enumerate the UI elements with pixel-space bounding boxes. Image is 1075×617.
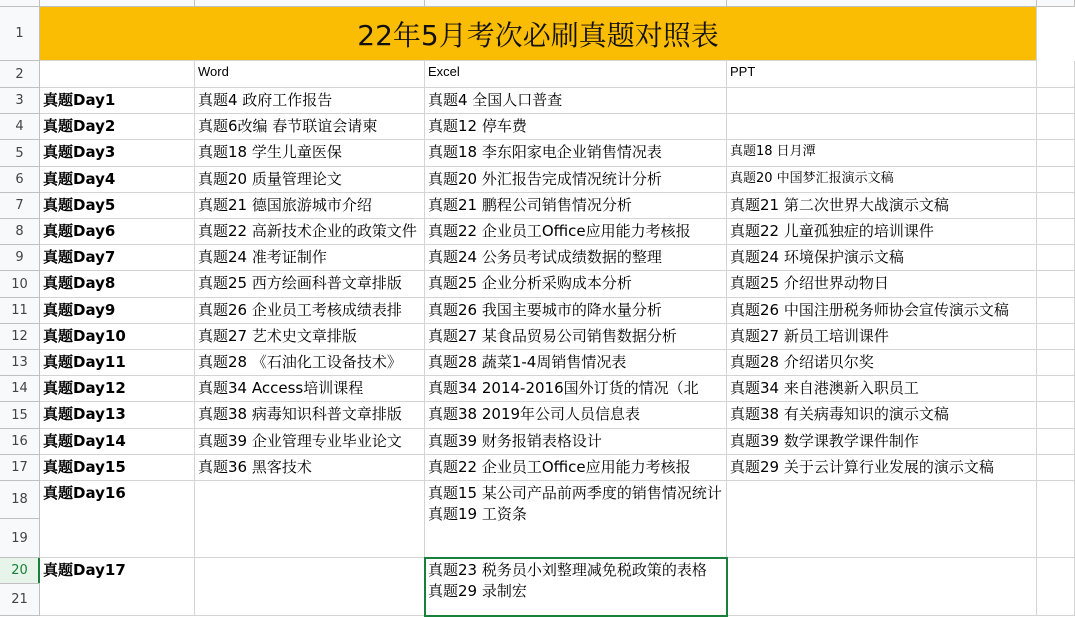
excel-task-cell[interactable]: 真题25 企业分析采购成本分析 (425, 271, 727, 298)
excel-task-line: 真题15 某公司产品前两季度的销售情况统计 (428, 484, 722, 502)
excel-task-cell[interactable]: 真题20 外汇报告完成情况统计分析 (425, 167, 727, 193)
column-header-b[interactable] (195, 0, 425, 7)
excel-task-cell[interactable] (425, 481, 727, 558)
ppt-task-cell[interactable]: 真题24 环境保护演示文稿 (727, 245, 1037, 271)
empty-cell[interactable] (1037, 219, 1075, 245)
day-label[interactable]: 真题Day10 (40, 324, 195, 350)
excel-task-cell[interactable]: 真题22 企业员工Office应用能力考核报 (425, 455, 727, 481)
ppt-task-cell[interactable]: 真题29 关于云计算行业发展的演示文稿 (727, 455, 1037, 481)
empty-cell[interactable] (1037, 455, 1075, 481)
day-label[interactable]: 真题Day3 (40, 140, 195, 167)
word-task-cell[interactable]: 真题25 西方绘画科普文章排版 (195, 271, 425, 298)
header-cell-empty[interactable] (40, 61, 195, 88)
header-ppt[interactable]: PPT (727, 61, 1037, 88)
empty-cell[interactable] (1037, 61, 1075, 88)
excel-task-line: 真题19 工资条 (428, 505, 527, 523)
empty-cell[interactable] (1037, 88, 1075, 114)
excel-task-cell[interactable]: 真题22 企业员工Office应用能力考核报 (425, 219, 727, 245)
day-label[interactable]: 真题Day11 (40, 350, 195, 376)
excel-task-line: 真题23 税务员小刘整理减免税政策的表格 (428, 561, 707, 579)
ppt-task-cell[interactable] (727, 558, 1037, 616)
day-label[interactable]: 真题Day2 (40, 114, 195, 140)
empty-cell[interactable] (1037, 429, 1075, 455)
word-task-cell[interactable]: 真题27 艺术史文章排版 (195, 324, 425, 350)
row-number-9[interactable]: 9 (0, 245, 40, 271)
empty-cell[interactable] (1037, 193, 1075, 219)
ppt-task-cell[interactable]: 真题38 有关病毒知识的演示文稿 (727, 402, 1037, 429)
ppt-task-cell[interactable]: 真题28 介绍诺贝尔奖 (727, 350, 1037, 376)
excel-task-cell[interactable]: 真题27 某食品贸易公司销售数据分析 (425, 324, 727, 350)
row-number-20[interactable]: 20 (0, 558, 40, 584)
ppt-task-cell[interactable]: 真题39 数学课教学课件制作 (727, 429, 1037, 455)
day-label[interactable]: 真题Day1 (40, 88, 195, 114)
excel-task-cell[interactable]: 真题38 2019年公司人员信息表 (425, 402, 727, 429)
word-task-cell[interactable]: 真题22 高新技术企业的政策文件 (195, 219, 425, 245)
empty-cell[interactable] (1037, 481, 1075, 558)
excel-task-cell[interactable]: 真题18 李东阳家电企业销售情况表 (425, 140, 727, 167)
row-number-10[interactable]: 10 (0, 271, 40, 298)
excel-task-line: 真题29 录制宏 (428, 582, 527, 600)
word-task-cell[interactable]: 真题39 企业管理专业毕业论文 (195, 429, 425, 455)
row-number-8[interactable]: 8 (0, 219, 40, 245)
ppt-task-cell[interactable] (727, 114, 1037, 140)
ppt-task-cell[interactable]: 真题18 日月潭 (727, 140, 1037, 167)
ppt-task-cell[interactable]: 真题27 新员工培训课件 (727, 324, 1037, 350)
row-number-5[interactable]: 5 (0, 140, 40, 167)
column-header-c[interactable] (425, 0, 727, 7)
excel-task-cell[interactable]: 真题39 财务报销表格设计 (425, 429, 727, 455)
empty-cell[interactable] (1037, 324, 1075, 350)
word-task-cell[interactable]: 真题24 准考证制作 (195, 245, 425, 271)
day-label[interactable]: 真题Day12 (40, 376, 195, 402)
header-excel[interactable]: Excel (425, 61, 727, 88)
day-label[interactable]: 真题Day8 (40, 271, 195, 298)
day-label[interactable]: 真题Day9 (40, 298, 195, 324)
day-label[interactable]: 真题Day17 (40, 558, 195, 616)
day-label[interactable]: 真题Day5 (40, 193, 195, 219)
header-word[interactable]: Word (195, 61, 425, 88)
day-label[interactable]: 真题Day6 (40, 219, 195, 245)
empty-cell[interactable] (1037, 114, 1075, 140)
row-number-12[interactable]: 12 (0, 324, 40, 350)
ppt-task-cell[interactable]: 真题26 中国注册税务师协会宣传演示文稿 (727, 298, 1037, 324)
excel-task-cell-selected[interactable] (425, 558, 727, 616)
empty-cell[interactable] (1037, 271, 1075, 298)
row-number-1[interactable]: 1 (0, 7, 40, 61)
word-task-cell[interactable]: 真题21 德国旅游城市介绍 (195, 193, 425, 219)
ppt-task-cell[interactable]: 真题20 中国梦汇报演示文稿 (727, 167, 1037, 193)
row-number-16[interactable]: 16 (0, 429, 40, 455)
ppt-task-cell[interactable]: 真题21 第二次世界大战演示文稿 (727, 193, 1037, 219)
word-task-cell[interactable]: 真题28 《石油化工设备技术》 (195, 350, 425, 376)
empty-cell[interactable] (1037, 167, 1075, 193)
empty-cell[interactable] (1037, 298, 1075, 324)
day-label[interactable]: 真题Day15 (40, 455, 195, 481)
sheet-title[interactable]: 22年5月考次必刷真题对照表 (40, 7, 1037, 61)
word-task-cell[interactable]: 真题38 病毒知识科普文章排版 (195, 402, 425, 429)
excel-task-cell[interactable]: 真题24 公务员考试成绩数据的整理 (425, 245, 727, 271)
word-task-cell[interactable] (195, 481, 425, 558)
day-label[interactable]: 真题Day16 (40, 481, 195, 558)
column-header-d[interactable] (727, 0, 1037, 7)
word-task-cell[interactable]: 真题26 企业员工考核成绩表排 (195, 298, 425, 324)
empty-cell[interactable] (1037, 402, 1075, 429)
word-task-cell[interactable]: 真题18 学生儿童医保 (195, 140, 425, 167)
column-header-a[interactable] (40, 0, 195, 7)
empty-cell[interactable] (1037, 376, 1075, 402)
row-number-11[interactable]: 11 (0, 298, 40, 324)
excel-task-cell[interactable]: 真题4 全国人口普查 (425, 88, 727, 114)
word-task-cell[interactable] (195, 558, 425, 616)
row-number-7[interactable]: 7 (0, 193, 40, 219)
ppt-task-cell[interactable] (727, 88, 1037, 114)
row-number-6[interactable]: 6 (0, 167, 40, 193)
row-number-2[interactable]: 2 (0, 61, 40, 88)
ppt-task-cell[interactable]: 真题25 介绍世界动物日 (727, 271, 1037, 298)
excel-task-cell[interactable]: 真题26 我国主要城市的降水量分析 (425, 298, 727, 324)
word-task-cell[interactable]: 真题34 Access培训课程 (195, 376, 425, 402)
row-number-18[interactable]: 18 (0, 481, 40, 519)
select-all-corner[interactable] (0, 0, 40, 7)
empty-cell[interactable] (1037, 350, 1075, 376)
empty-cell[interactable] (1037, 140, 1075, 167)
empty-cell[interactable] (1037, 558, 1075, 616)
excel-task-cell[interactable]: 真题12 停车费 (425, 114, 727, 140)
word-task-cell[interactable]: 真题6改编 春节联谊会请柬 (195, 114, 425, 140)
excel-task-cell[interactable]: 真题28 蔬菜1-4周销售情况表 (425, 350, 727, 376)
empty-cell[interactable] (1037, 245, 1075, 271)
day-label[interactable]: 真题Day7 (40, 245, 195, 271)
word-task-cell[interactable]: 真题36 黑客技术 (195, 455, 425, 481)
excel-task-cell[interactable]: 真题21 鹏程公司销售情况分析 (425, 193, 727, 219)
row-number-15[interactable]: 15 (0, 402, 40, 429)
excel-task-cell[interactable]: 真题34 2014-2016国外订货的情况（北 (425, 376, 727, 402)
row-number-17[interactable]: 17 (0, 455, 40, 481)
row-number-3[interactable]: 3 (0, 88, 40, 114)
row-number-21[interactable]: 21 (0, 584, 40, 616)
ppt-task-cell[interactable]: 真题34 来自港澳新入职员工 (727, 376, 1037, 402)
word-task-cell[interactable]: 真题4 政府工作报告 (195, 88, 425, 114)
column-header-e[interactable] (1037, 0, 1075, 7)
row-number-14[interactable]: 14 (0, 376, 40, 402)
ppt-task-cell[interactable] (727, 481, 1037, 558)
row-number-13[interactable]: 13 (0, 350, 40, 376)
day-label[interactable]: 真题Day14 (40, 429, 195, 455)
ppt-task-cell[interactable]: 真题22 儿童孤独症的培训课件 (727, 219, 1037, 245)
row-number-19[interactable]: 19 (0, 519, 40, 558)
row-number-4[interactable]: 4 (0, 114, 40, 140)
day-label[interactable]: 真题Day13 (40, 402, 195, 429)
day-label[interactable]: 真题Day4 (40, 167, 195, 193)
word-task-cell[interactable]: 真题20 质量管理论文 (195, 167, 425, 193)
